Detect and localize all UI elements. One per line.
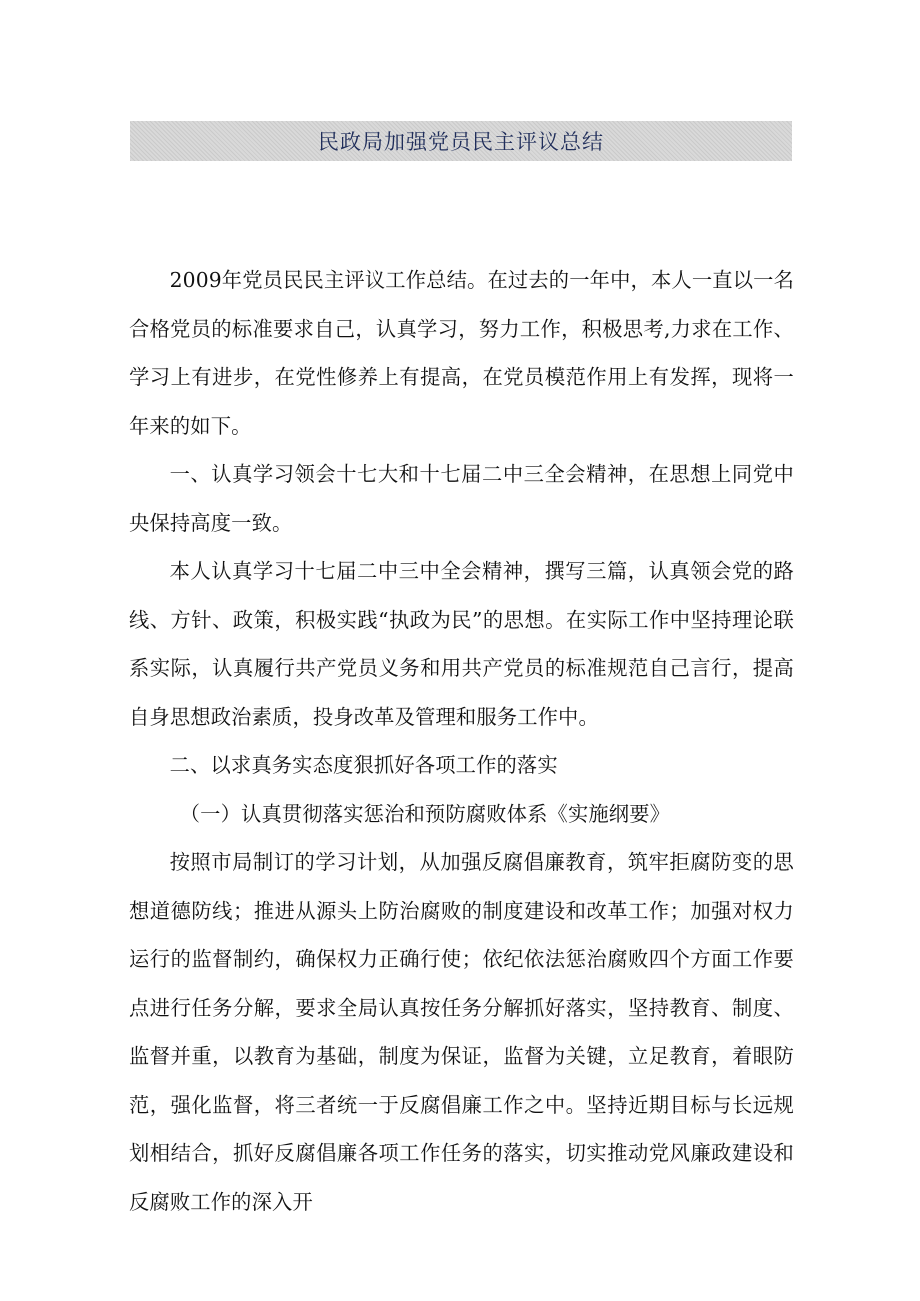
- subheading-2-1: （一）认真贯彻落实惩治和预防腐败体系《实施纲要》: [179, 801, 671, 826]
- paragraph-intro: 2009年党员民民主评议工作总结。在过去的一年中，本人一直以一名合格党员的标准要求自己，认真学习，努力工作，积极思考,力求在工作、学习上有进步，在党性修养上有提高，在党员模范作用上有发挥，现将一年来的如下。: [129, 268, 794, 438]
- paragraph-section-2-1: 按照市局制订的学习计划，从加强反腐倡廉教育，筑牢拒腐防变的思想道德防线；推进从源头上防治腐败的制度建设和改革工作；加强对权力运行的监督制约，确保权力正确行使；依纪依法惩治腐败四个方面工作要点进行任务分解，要求全局认真按任务分解抓好落实，坚持教育、制度、监督并重，以教育为基础，制度为保证，监督为关键，立足教育，着眼防范，强化监督，将三者统一于反腐倡廉工作之中。坚持近期目标与长远规划相结合，抓好反腐倡廉各项工作任务的落实，切实推动党风廉政建设和反腐败工作的深入开: [129, 850, 794, 1214]
- document-title: 民政局加强党员民主评议总结: [318, 130, 604, 154]
- document-body: [129, 256, 794, 1226]
- heading-section-1: 一、认真学习领会十七大和十七届二中三全会精神，在思想上同党中央保持高度一致。: [129, 462, 794, 535]
- title-banner: [130, 121, 792, 161]
- heading-section-2: 二、以求真务实态度狠抓好各项工作的落实: [169, 753, 558, 777]
- paragraph-section-1: 本人认真学习十七届二中三中全会精神，撰写三篇，认真领会党的路线、方针、政策，积极实践“执政为民”的思想。在实际工作中坚持理论联系实际，认真履行共产党员义务和用共产党员的标准规范自己言行，提高自身思想政治素质，投身改革及管理和服务工作中。: [129, 559, 794, 729]
